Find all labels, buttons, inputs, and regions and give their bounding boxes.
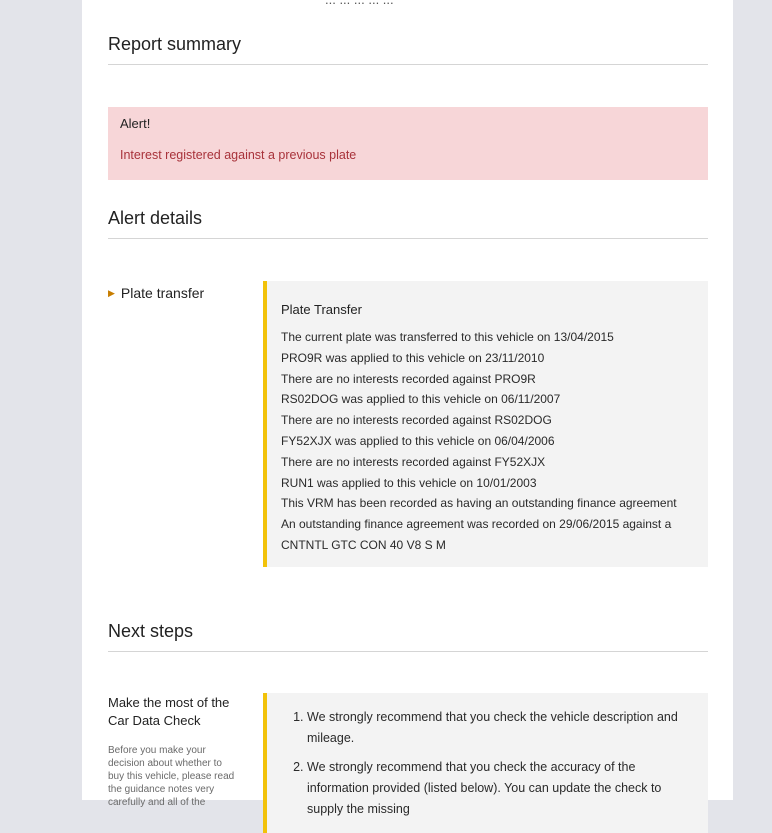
report-summary-heading: Report summary [108, 34, 708, 65]
alert-message: Interest registered against a previous plate [120, 148, 357, 162]
plate-transfer-label: Plate transfer [120, 285, 205, 301]
plate-transfer-toggle[interactable] [108, 285, 204, 301]
next-steps-heading: Next steps [108, 621, 708, 652]
transfer-line: RS02DOG was applied to this vehicle on 06/11/2007 [281, 392, 561, 407]
plate-transfer-panel [263, 281, 708, 567]
report-page [82, 0, 733, 816]
alert-title: Alert! [120, 116, 151, 131]
step-item: 1. We strongly recommend that you check the vehicle description and mileage. [307, 707, 692, 749]
guidance-intro-text: Before you make your decision about whether to buy this vehicle, please read the guidance notes very carefully and all of the [108, 745, 235, 808]
steps-list [267, 707, 692, 820]
transfer-line: FY52XJX was applied to this vehicle on 06/04/2006 [281, 433, 555, 448]
alert-box [108, 107, 708, 180]
step-item: 2. We strongly recommend that you check the accuracy of the information provided (listed below). You can update the check to supply the missing [307, 757, 692, 820]
transfer-line: There are no interests recorded against RS02DOG [281, 413, 552, 428]
transfer-line: There are no interests recorded against FY52XJX [281, 454, 546, 469]
alert-details-heading: Alert details [108, 208, 708, 239]
transfer-line: This VRM has been recorded as having an outstanding finance agreement [281, 496, 677, 511]
transfer-line: PRO9R was applied to this vehicle on 23/11/2010 [281, 350, 545, 365]
triangle-bullet-icon: ▶ [108, 288, 115, 298]
clipped-top-text [325, 0, 394, 7]
transfer-line: RUN1 was applied to this vehicle on 10/01/2003 [281, 475, 537, 490]
next-steps-panel [263, 693, 708, 833]
transfer-line: There are no interests recorded against PRO9R [281, 371, 536, 386]
panel-title: Plate Transfer [281, 302, 362, 317]
transfer-line: CNTNTL GTC CON 40 V8 S M [281, 537, 446, 552]
make-the-most-heading: Make the most of the Car Data Check [108, 695, 230, 728]
transfer-line: The current plate was transferred to this vehicle on 13/04/2015 [281, 330, 614, 344]
transfer-line: An outstanding finance agreement was recorded on 29/06/2015 against a [281, 517, 672, 532]
